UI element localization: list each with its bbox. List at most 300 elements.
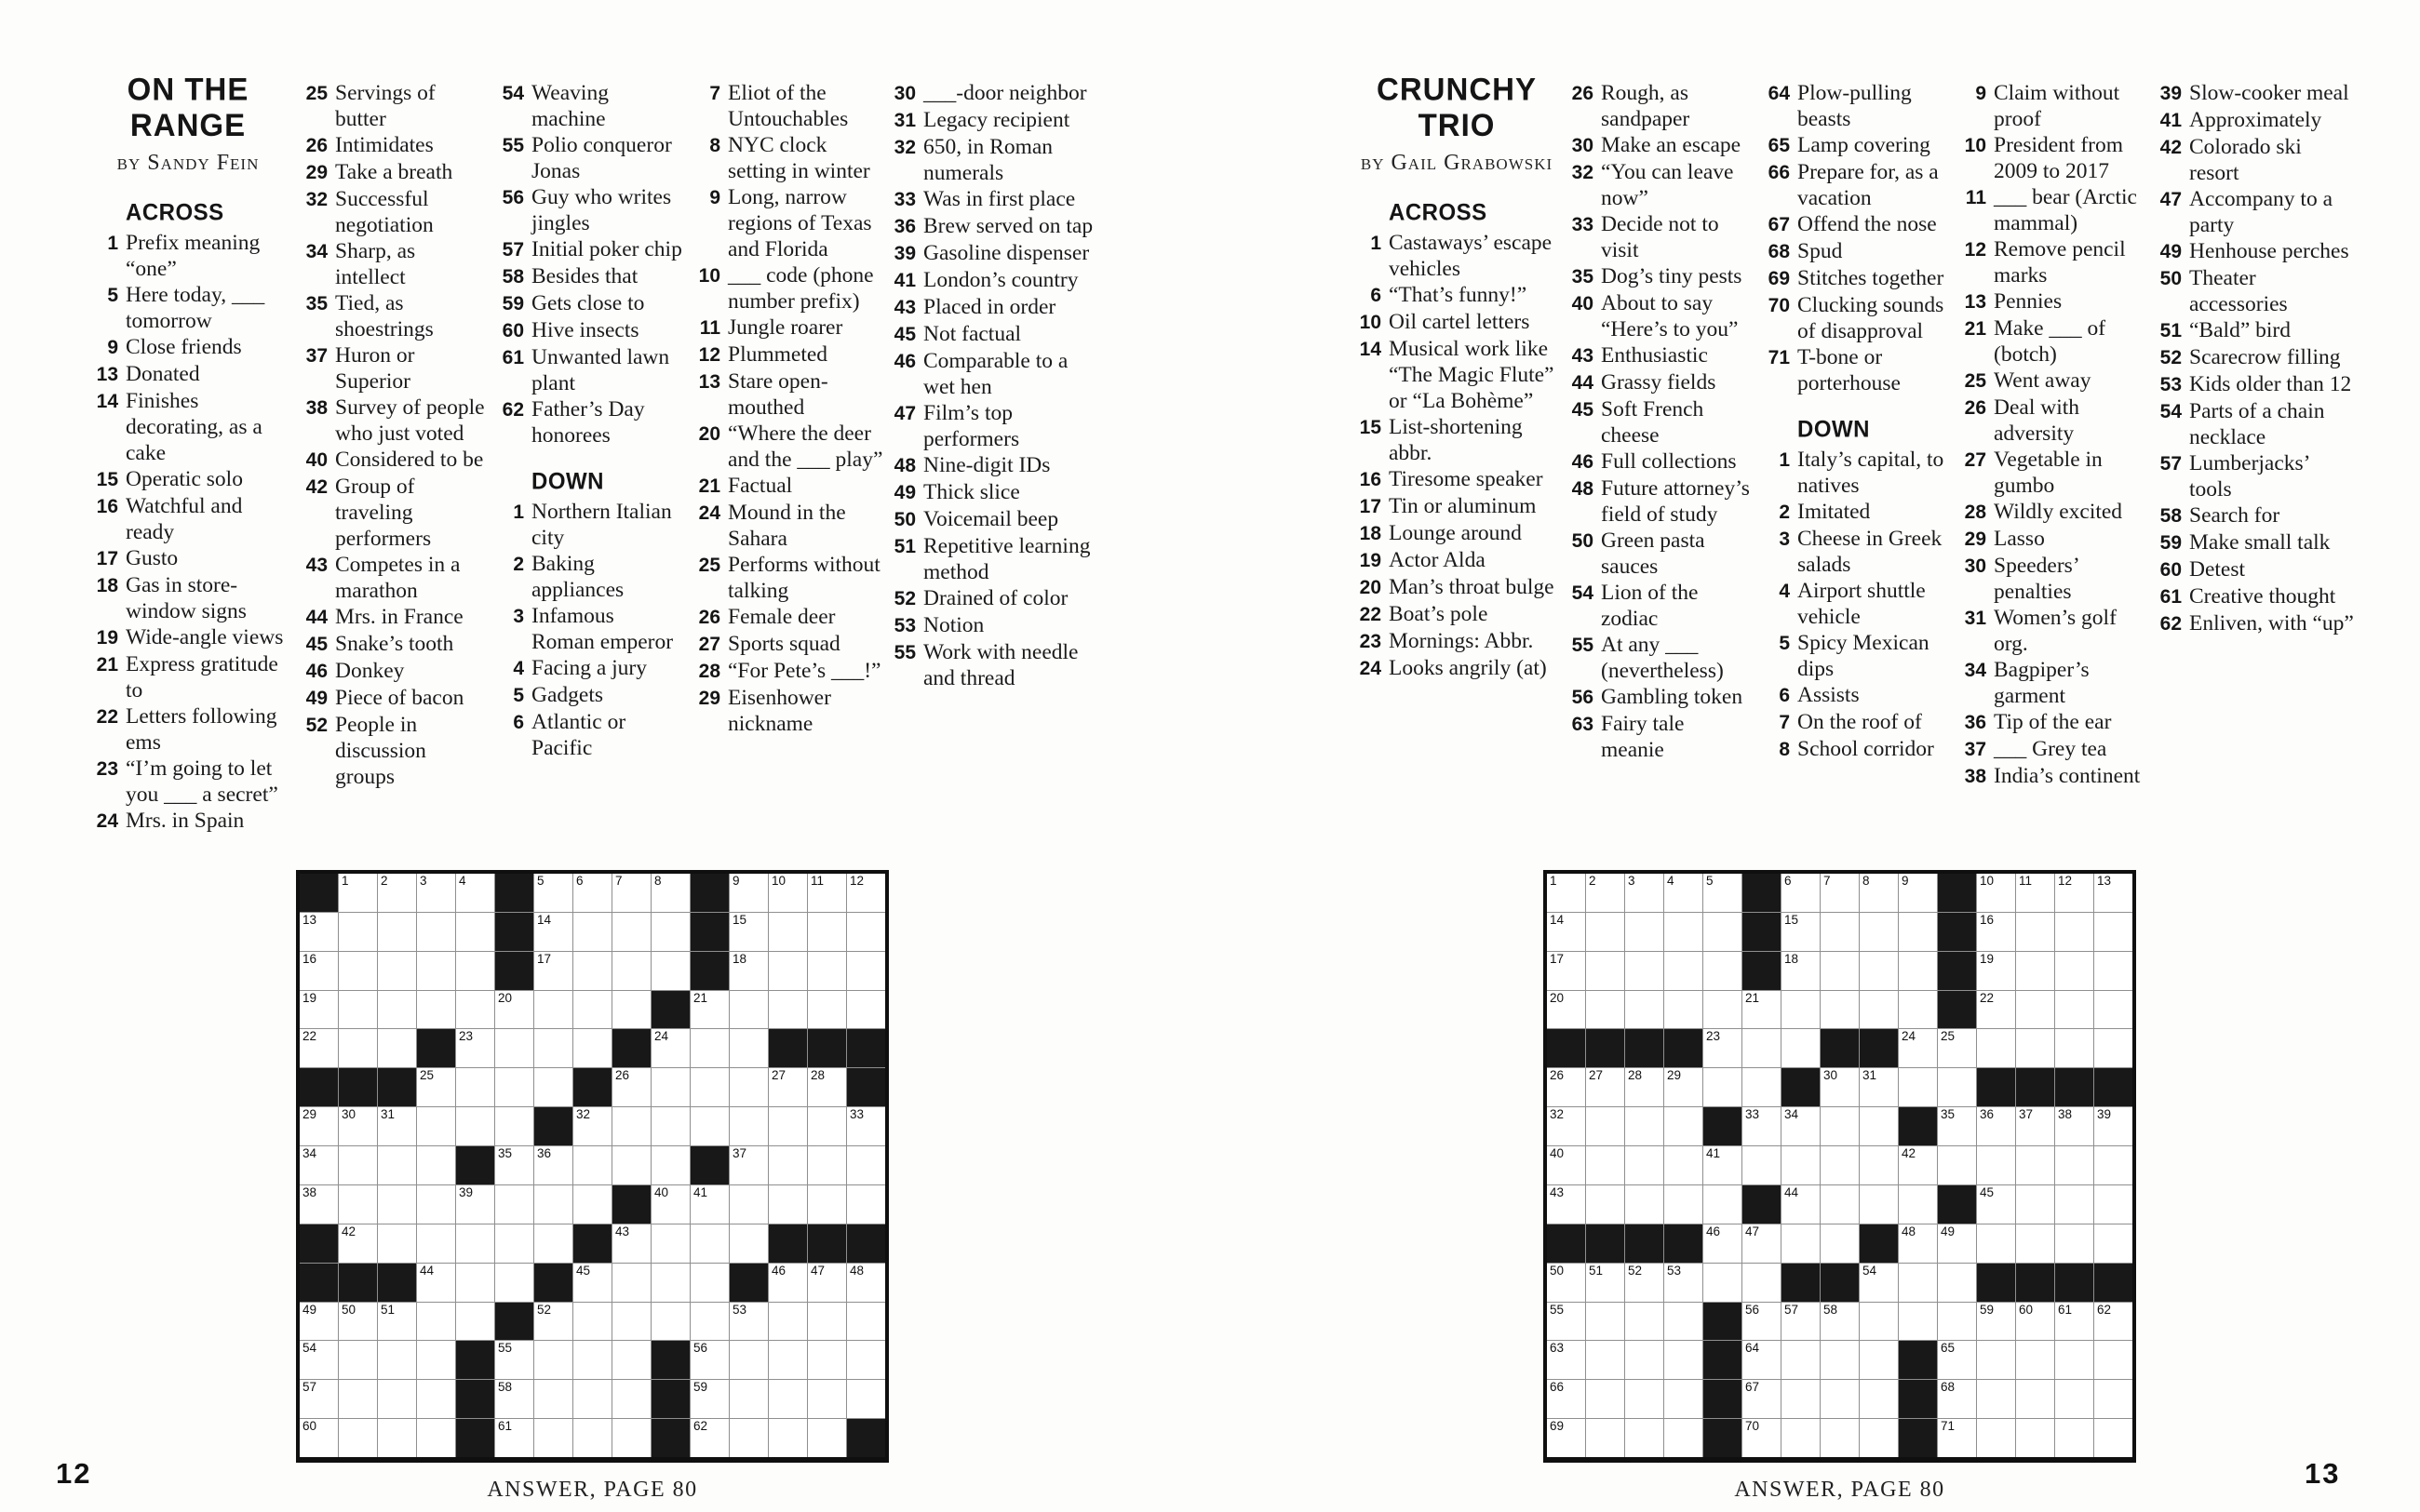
grid-cell [1781, 952, 1820, 990]
grid-cell [300, 1419, 338, 1457]
clue-text: Italy’s capital, to natives [1797, 448, 1944, 498]
grid-cell [378, 1146, 416, 1184]
grid-cell [495, 1380, 533, 1418]
grid-cell [1977, 1185, 2015, 1224]
clue-text: Claim without proof [1994, 81, 2120, 131]
clue-number: 51 [894, 536, 916, 557]
clue-text: Enliven, with “up” [2189, 611, 2354, 636]
clue-text: Actor Alda [1389, 548, 1486, 572]
grid-cell [417, 1185, 455, 1224]
clue-text: School corridor [1797, 737, 1934, 761]
grid-cell [691, 1185, 729, 1224]
clue-number: 44 [305, 607, 328, 628]
clue-number: 27 [698, 634, 720, 655]
clue-number: 47 [2159, 189, 2182, 210]
grid-cell-number: 61 [2058, 1302, 2073, 1317]
grid-cell [573, 1185, 612, 1224]
grid-cell [808, 913, 846, 951]
grid-cell-number: 68 [1941, 1380, 1956, 1395]
clue-text: Successful negotiation [335, 187, 434, 237]
clue [298, 159, 486, 186]
clue-text: Creative thought [2189, 584, 2336, 609]
grid-cell [1547, 1419, 1585, 1457]
grid-cell [730, 1146, 768, 1184]
grid-cell [573, 1107, 612, 1145]
clue [1956, 132, 2156, 184]
clue [691, 262, 890, 314]
clue-number: 10 [1359, 312, 1381, 333]
grid-cell [1625, 1146, 1663, 1184]
grid-cell [534, 1303, 572, 1341]
clue-text: “Where the deer and the ___ play” [728, 421, 883, 472]
clue [298, 238, 486, 290]
grid-cell [847, 1380, 885, 1418]
grid-cell [1781, 1380, 1820, 1418]
clue-text: About to say “Here’s to you” [1601, 291, 1739, 341]
clue-number: 61 [2159, 586, 2182, 608]
clue-column-1 [1351, 73, 1562, 682]
grid-cell-number: 51 [381, 1302, 396, 1317]
grid-cell-black [1703, 1341, 1741, 1379]
clue-text: Snake’s tooth [335, 632, 454, 656]
grid-cell [2094, 1146, 2132, 1184]
grid-cell [300, 1341, 338, 1379]
clue-number: 43 [1571, 345, 1593, 367]
clue [2152, 371, 2355, 398]
clue-number: 10 [1964, 135, 1986, 156]
clue-text: Take a breath [335, 160, 453, 184]
grid-cell [652, 1264, 690, 1302]
grid-cell [1664, 991, 1702, 1029]
clue-text: Factual [728, 474, 793, 498]
grid-cell [1781, 874, 1820, 912]
grid-cell [1899, 1029, 1937, 1067]
grid-cell [1664, 952, 1702, 990]
grid-cell [573, 952, 612, 990]
clue [1760, 578, 1950, 630]
grid-cell [612, 1264, 651, 1302]
grid-cell-number: 66 [1550, 1380, 1565, 1395]
grid-cell [573, 913, 612, 951]
grid-cell [495, 1224, 533, 1263]
grid-cell-black [300, 1224, 338, 1263]
grid-cell-black [2094, 1068, 2132, 1106]
grid-cell [1938, 1303, 1976, 1341]
clue-number: 11 [1965, 187, 1986, 208]
grid-cell [417, 991, 455, 1029]
clue-text: Search for [2189, 503, 2280, 528]
clue-number: 29 [698, 688, 720, 709]
grid-cell-number: 35 [498, 1146, 513, 1161]
clue-column-3 [1760, 80, 1950, 763]
clue-number: 71 [1768, 347, 1790, 368]
grid-cell [1899, 952, 1937, 990]
grid-cell [1938, 1264, 1976, 1302]
clue [1956, 657, 2156, 709]
grid-cell [730, 1185, 768, 1224]
grid-cell [847, 952, 885, 990]
clue-number: 29 [305, 162, 328, 183]
grid-cell-number: 40 [654, 1184, 669, 1199]
grid-cell [1938, 1380, 1976, 1418]
clue-text: Fairy tale meanie [1601, 712, 1685, 762]
grid-cell-number: 26 [1550, 1068, 1565, 1083]
grid-cell [1703, 952, 1741, 990]
grid-cell-number: 37 [2019, 1107, 2034, 1122]
grid-cell [1703, 1068, 1741, 1106]
grid-cell [534, 913, 572, 951]
clue-number: 42 [305, 476, 328, 498]
grid-cell-number: 19 [302, 990, 317, 1005]
grid-cell [2016, 952, 2054, 990]
grid-cell-number: 32 [576, 1107, 591, 1122]
clue [1760, 80, 1950, 132]
grid-cell [456, 1303, 494, 1341]
clue-text: Mrs. in France [335, 605, 464, 629]
grid-cell [1586, 1264, 1624, 1302]
clue [1956, 709, 2156, 736]
grid-cell-black [1703, 1303, 1741, 1341]
grid-cell [1821, 1341, 1859, 1379]
grid-cell [339, 1303, 377, 1341]
title-line-2: TRIO [1418, 107, 1496, 143]
grid-cell-number: 58 [1823, 1302, 1838, 1317]
clue-number: 37 [305, 345, 328, 367]
clue [2152, 398, 2355, 450]
grid-cell [417, 1146, 455, 1184]
clue-text: Spud [1797, 239, 1843, 263]
clue [886, 348, 1102, 400]
grid-cell [612, 991, 651, 1029]
clue-number: 58 [502, 266, 524, 288]
clue [2152, 134, 2355, 186]
clue-number: 6 [1779, 685, 1790, 706]
grid-cell [1625, 1380, 1663, 1418]
clue-text: Atlantic or Pacific [531, 710, 626, 760]
clue [88, 466, 288, 493]
grid-cell [769, 1146, 807, 1184]
grid-cell [456, 991, 494, 1029]
clue [1564, 396, 1752, 448]
grid-cell [456, 1107, 494, 1145]
clue-text: List-shortening abbr. [1389, 415, 1523, 465]
grid-cell-number: 20 [1550, 990, 1565, 1005]
grid-cell-number: 71 [1941, 1419, 1956, 1434]
grid-cell-number: 7 [615, 874, 623, 888]
grid-cell-number: 8 [654, 874, 662, 888]
clue-number: 3 [1779, 529, 1790, 550]
grid-cell-number: 12 [2058, 874, 2073, 888]
clue-number: 28 [1964, 502, 1986, 523]
clue [691, 473, 890, 500]
grid-cell [417, 1380, 455, 1418]
clue-number: 24 [96, 810, 118, 832]
clue-number: 2 [513, 554, 524, 575]
clue-text: Notion [923, 613, 985, 637]
grid-cell [495, 1419, 533, 1457]
clue [691, 658, 890, 685]
grid-cell [495, 1185, 533, 1224]
grid-cell [1860, 1303, 1898, 1341]
grid-cell [730, 991, 768, 1029]
grid-cell-number: 49 [1941, 1224, 1956, 1238]
grid-cell-number: 44 [1784, 1184, 1799, 1199]
clue-number: 59 [502, 293, 524, 314]
grid-cell [1547, 913, 1585, 951]
grid-cell-black [1703, 1107, 1741, 1145]
grid-cell [1547, 1264, 1585, 1302]
clue [691, 341, 890, 368]
clue-number: 49 [894, 482, 916, 503]
clue-number: 14 [96, 391, 118, 412]
grid-cell [1977, 913, 2015, 951]
grid-cell [417, 1068, 455, 1106]
grid-cell-number: 20 [498, 990, 513, 1005]
clue-number: 44 [1571, 372, 1593, 394]
clue-number: 5 [107, 285, 118, 306]
clue-number: 16 [1359, 469, 1381, 490]
grid-cell-black [1547, 1029, 1585, 1067]
grid-cell [2016, 1380, 2054, 1418]
grid-cell [769, 1185, 807, 1224]
grid-cell-number: 34 [302, 1146, 317, 1161]
clue-text: Prepare for, as a vacation [1797, 160, 1939, 210]
grid-cell [1899, 1185, 1937, 1224]
grid-cell-number: 2 [1589, 874, 1596, 888]
grid-cell-number: 32 [1550, 1107, 1565, 1122]
grid-cell-number: 1 [342, 874, 349, 888]
grid-cell [378, 1419, 416, 1457]
grid-cell [1625, 1107, 1663, 1145]
clue [1956, 288, 2156, 315]
clue-text: Performs without talking [728, 553, 881, 603]
grid-cell-black [1625, 1224, 1663, 1263]
clue-number: 25 [698, 555, 720, 576]
clue-number: 50 [2159, 268, 2182, 289]
grid-cell-number: 13 [302, 912, 317, 927]
grid-cell [1821, 991, 1859, 1029]
clue [886, 612, 1102, 639]
grid-cell [1899, 991, 1937, 1029]
clue-number: 17 [96, 548, 118, 569]
grid-cell-number: 53 [733, 1302, 747, 1317]
grid-cell [1977, 1029, 2015, 1067]
grid-cell [1938, 1146, 1976, 1184]
grid-cell-number: 4 [459, 874, 466, 888]
clue-text: Legacy recipient [923, 108, 1070, 132]
grid-cell-black [769, 1029, 807, 1067]
clue [298, 395, 486, 447]
grid-cell [2016, 1419, 2054, 1457]
grid-cell-number: 28 [1628, 1068, 1643, 1083]
grid-cell [1703, 991, 1741, 1029]
grid-cell-black [1938, 874, 1976, 912]
grid-cell [300, 1029, 338, 1067]
clue-text: Pennies [1994, 289, 2063, 314]
clue [1760, 265, 1950, 292]
grid-cell [1664, 1107, 1702, 1145]
grid-cell-number: 41 [693, 1184, 708, 1199]
grid-cell [378, 1341, 416, 1379]
clue-text: Piece of bacon [335, 686, 464, 710]
grid-cell [808, 1185, 846, 1224]
grid-cell [378, 991, 416, 1029]
grid-cell [769, 991, 807, 1029]
title-line-1: ON THE [127, 71, 249, 107]
clue [1564, 448, 1752, 475]
clue-text: Green pasta sauces [1601, 529, 1705, 579]
clue [1760, 132, 1950, 159]
clue-number: 15 [1359, 417, 1381, 438]
grid-cell-black [1860, 1029, 1898, 1067]
clue-text: Lamp covering [1797, 133, 1930, 157]
grid-cell [456, 874, 494, 912]
grid-cell-number: 11 [2019, 874, 2033, 888]
grid-cell-number: 55 [1550, 1302, 1565, 1317]
grid-cell [1781, 1341, 1820, 1379]
grid-cell-number: 35 [1941, 1107, 1956, 1122]
clue-number: 28 [698, 661, 720, 682]
clue-number: 31 [1964, 608, 1986, 629]
grid-cell-black [573, 1068, 612, 1106]
grid-cell-number: 56 [693, 1341, 708, 1356]
clue [298, 658, 486, 685]
clue-text: Looks angrily (at) [1389, 656, 1547, 680]
grid-cell [1547, 1303, 1585, 1341]
clue-number: 64 [1768, 83, 1790, 104]
clue [88, 651, 288, 703]
clue [1351, 493, 1562, 520]
grid-cell-black [1586, 1224, 1624, 1263]
clue-number: 13 [96, 364, 118, 385]
clue-text: Sharp, as intellect [335, 239, 416, 289]
clue-number: 65 [1768, 135, 1790, 156]
grid-cell [1977, 1419, 2015, 1457]
clue-text: Assists [1797, 683, 1860, 707]
grid-cell [1742, 1380, 1781, 1418]
clue [886, 585, 1102, 612]
grid-cell [417, 1264, 455, 1302]
grid-cell-black [2016, 1264, 2054, 1302]
clue-number: 23 [96, 758, 118, 780]
grid-cell [1899, 913, 1937, 951]
clue-number: 67 [1768, 214, 1790, 235]
grid-cell [652, 952, 690, 990]
grid-cell-number: 25 [1941, 1029, 1956, 1044]
grid-cell [1547, 1380, 1585, 1418]
grid-cell-number: 45 [576, 1263, 591, 1278]
clue-text: Unwanted lawn plant [531, 345, 670, 395]
grid-cell [730, 1029, 768, 1067]
grid-cell-black [1781, 1264, 1820, 1302]
clue [691, 631, 890, 658]
clue-text: Theater accessories [2189, 266, 2288, 316]
grid-cell [1625, 1341, 1663, 1379]
grid-cell [495, 991, 533, 1029]
grid-cell [378, 1107, 416, 1145]
grid-cell [652, 1029, 690, 1067]
clue-text: Dog’s tiny pests [1601, 264, 1742, 288]
grid-cell [612, 1224, 651, 1263]
clue [1564, 475, 1752, 528]
grid-cell-black [808, 1029, 846, 1067]
clue [298, 552, 486, 604]
clue-number: 55 [502, 135, 524, 156]
grid-cell-black [691, 952, 729, 990]
clue [298, 685, 486, 712]
grid-cell [378, 874, 416, 912]
grid-cell [612, 913, 651, 951]
clue-number: 6 [513, 712, 524, 733]
grid-cell-number: 54 [1862, 1263, 1877, 1278]
grid-cell-black [1547, 1224, 1585, 1263]
grid-cell-black [378, 1068, 416, 1106]
grid-cell [2016, 1107, 2054, 1145]
clue [88, 624, 288, 651]
grid-cell-black [1781, 1068, 1820, 1106]
clue-number: 4 [1779, 581, 1790, 602]
grid-cell [1586, 1146, 1624, 1184]
clue [494, 682, 682, 709]
grid-cell [1860, 1264, 1898, 1302]
clue-column-5 [886, 80, 1102, 691]
grid-cell [730, 1380, 768, 1418]
clue [298, 342, 486, 395]
grid-cell [730, 913, 768, 951]
clue-number: 46 [1571, 451, 1593, 473]
grid-cell [2094, 1419, 2132, 1457]
grid-cell [1781, 1107, 1820, 1145]
grid-cell [1625, 952, 1663, 990]
clue-number: 18 [1359, 523, 1381, 544]
grid-cell [691, 1107, 729, 1145]
clue [1564, 132, 1752, 159]
grid-cell [495, 1068, 533, 1106]
clue-number: 48 [894, 455, 916, 476]
grid-cell [808, 952, 846, 990]
grid-cell [769, 1068, 807, 1106]
grid-cell [456, 1185, 494, 1224]
clue-number: 50 [1571, 530, 1593, 552]
clue [494, 290, 682, 317]
clue-text: Was in first place [923, 187, 1076, 211]
clue [298, 447, 486, 474]
grid-cell-black [1742, 1185, 1781, 1224]
grid-cell-number: 70 [1745, 1419, 1760, 1434]
grid-cell [1703, 913, 1741, 951]
clue-text: Infamous Roman emperor [531, 604, 674, 654]
grid-cell [1664, 1185, 1702, 1224]
clue [1956, 184, 2156, 236]
grid-cell [534, 1146, 572, 1184]
clue [1351, 414, 1562, 466]
grid-cell [1821, 1303, 1859, 1341]
grid-cell [2094, 1303, 2132, 1341]
grid-cell [2055, 1303, 2093, 1341]
grid-cell [339, 1185, 377, 1224]
grid-cell [339, 1029, 377, 1067]
clue-text: Mornings: Abbr. [1389, 629, 1534, 653]
clue-text: Eisenhower nickname [728, 686, 831, 736]
clue-number: 62 [502, 399, 524, 421]
grid-cell [534, 1029, 572, 1067]
grid-cell-black [1899, 1380, 1937, 1418]
clue-text: Enthusiastic [1601, 343, 1708, 368]
clue-number: 9 [709, 187, 720, 208]
clue-number: 32 [1571, 162, 1593, 183]
clue [1564, 369, 1752, 396]
grid-cell-number: 60 [302, 1419, 317, 1434]
